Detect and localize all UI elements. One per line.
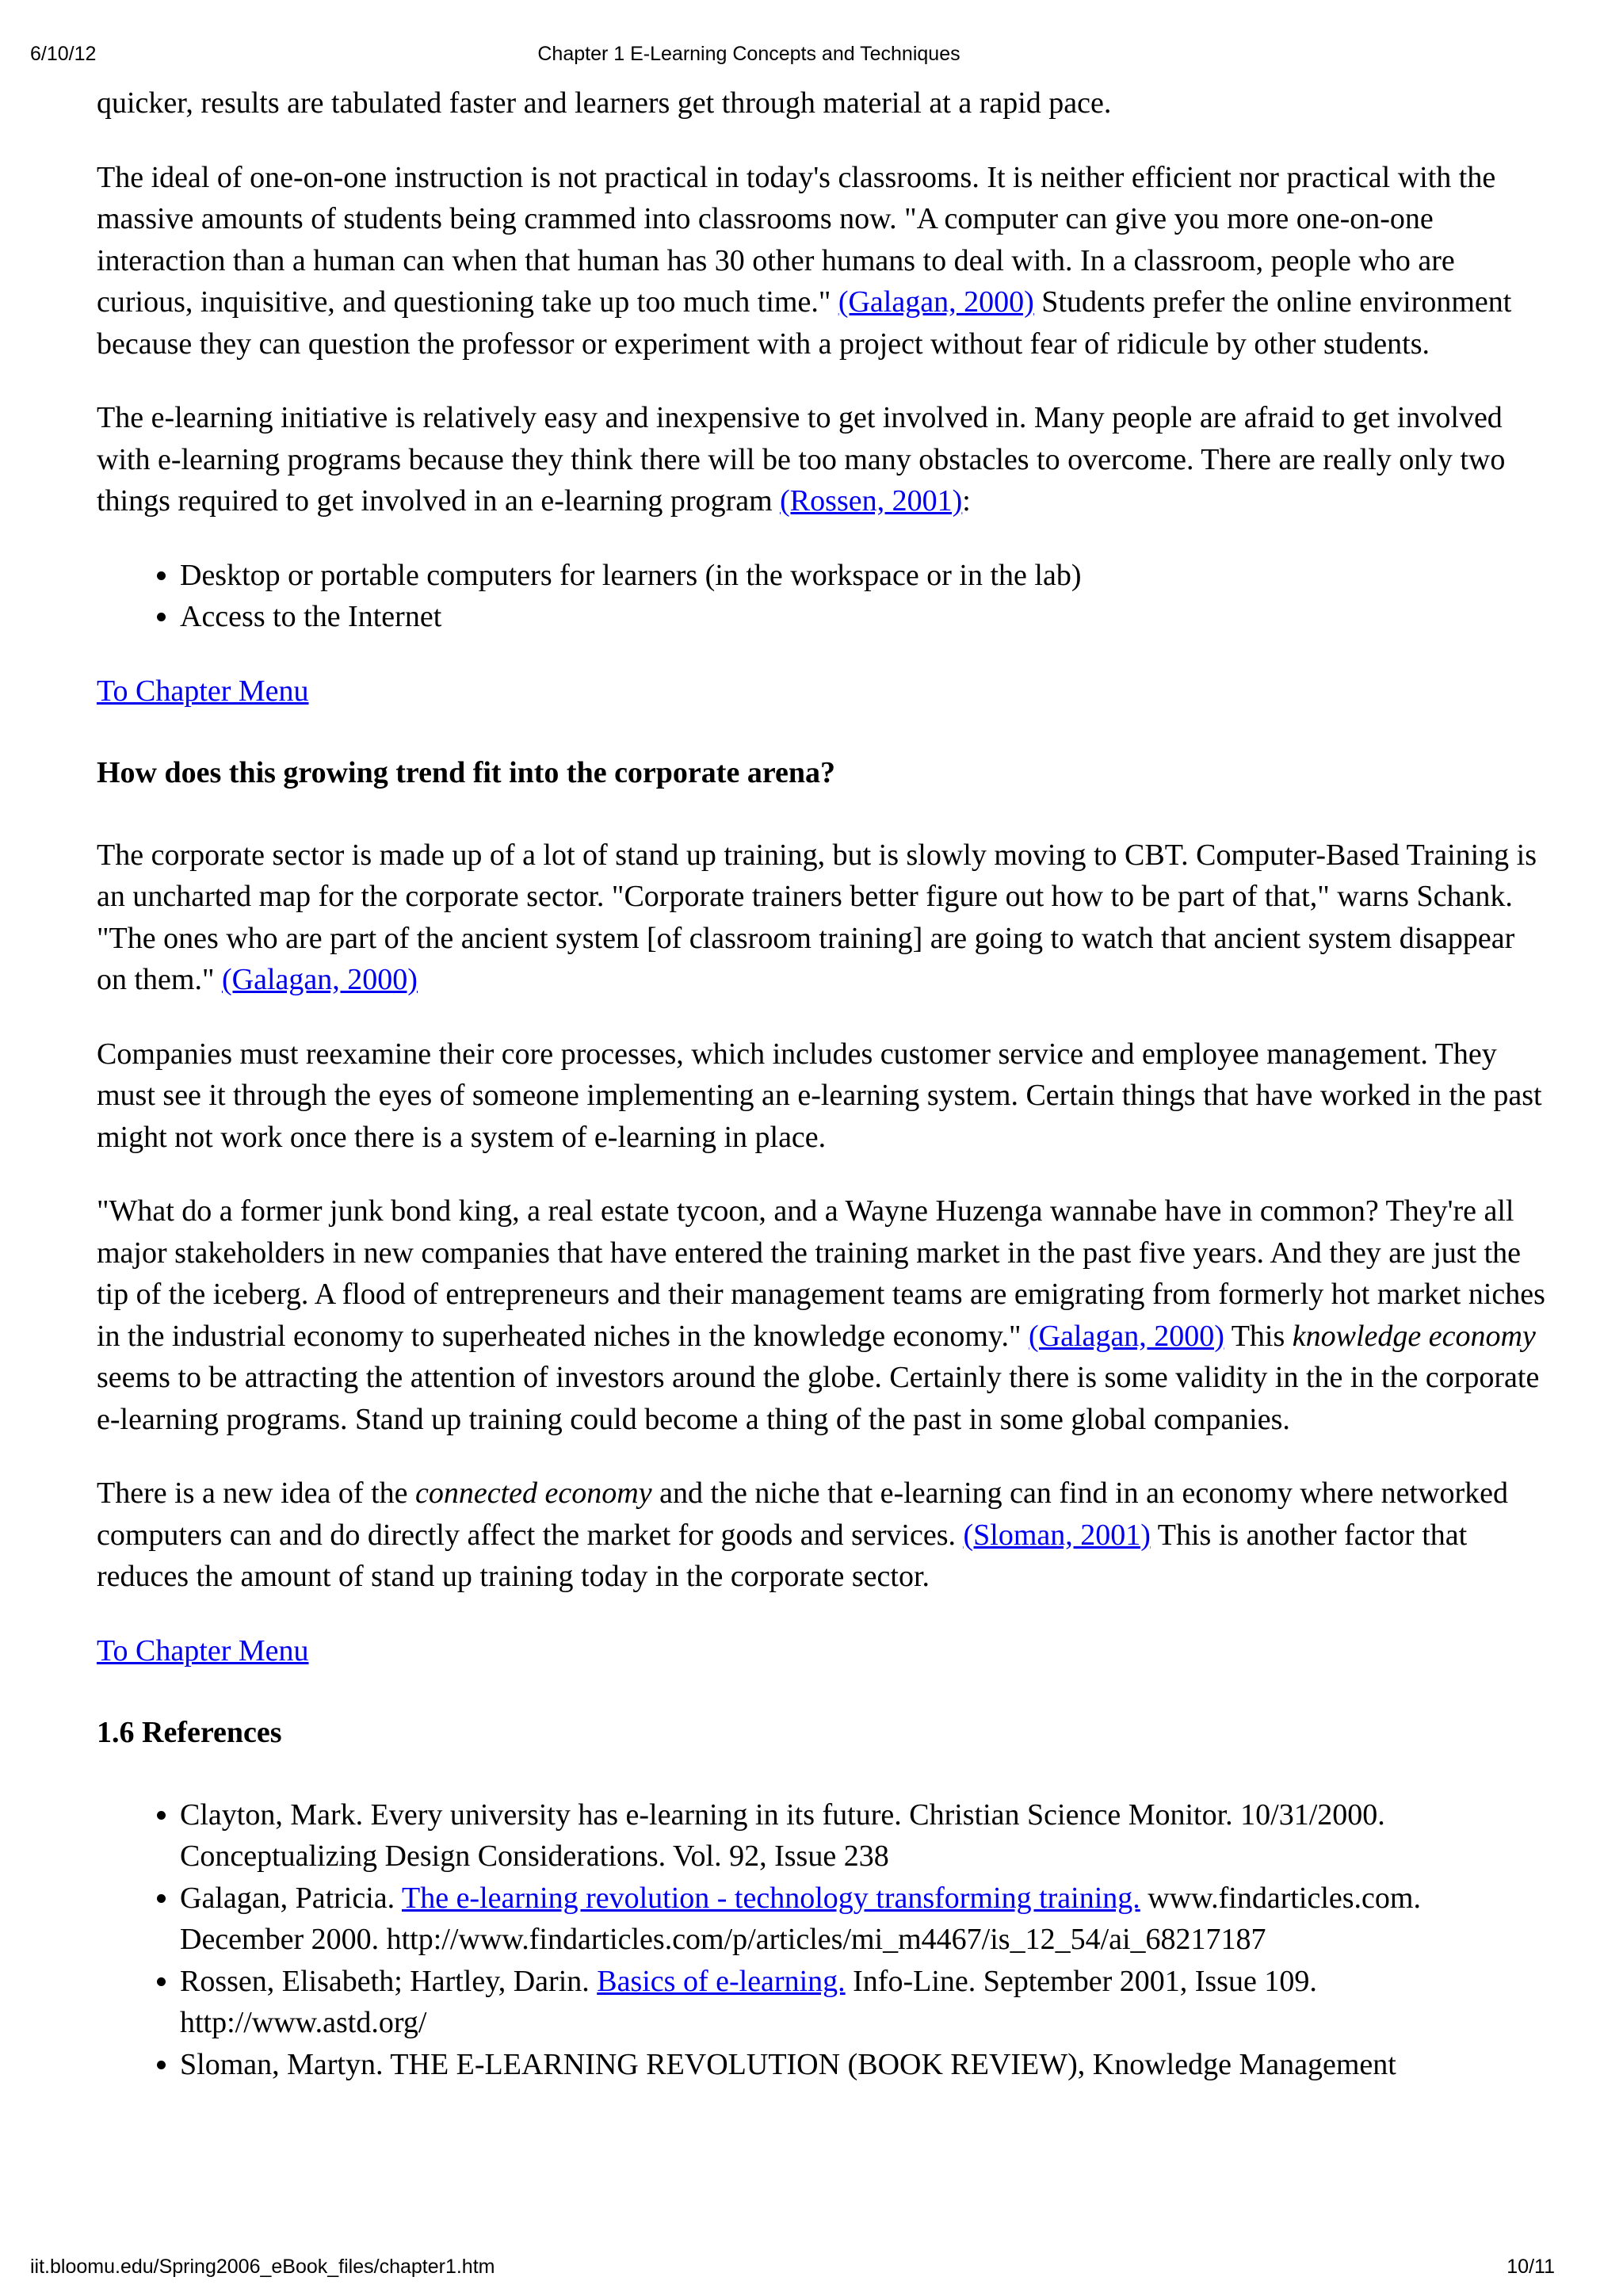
citation-link-sloman[interactable]: (Sloman, 2001) bbox=[963, 1518, 1151, 1552]
paragraph: The corporate sector is made up of a lot of stand up training, but is slowly moving to CBT. Computer-Based Training is an uncharted map for the corporate sector. "Corporate trainers better figure out how to be part of that," warns Schank. "The ones who are part of the ancient system [of classroom training] are going to watch that ancient system disappear on them." (Galagan, 2000) bbox=[97, 838, 1537, 996]
reference-link-basics-elearning[interactable]: Basics of e-learning. bbox=[597, 1964, 846, 1998]
paragraph: "What do a former junk bond king, a real estate tycoon, and a Wayne Huzenga wannabe have in common? They're all major stakeholders in new companies that have entered the training market in the past five years. And they are just the tip of the iceberg. A flood of entrepreneurs and their management teams are emigrating from formerly hot market niches in the industrial economy to superheated niches in the knowledge economy." (Galagan, 2000) This knowledge economy seems to be attracting the attention of investors around the globe. Certainly there is some validity in the in the corporate e-learning programs. Stand up training could become a thing of the past in some global companies. bbox=[97, 1194, 1545, 1436]
section-heading: 1.6 References bbox=[97, 1716, 282, 1749]
to-chapter-menu-link[interactable]: To Chapter Menu bbox=[97, 1633, 309, 1668]
section-heading: How does this growing trend fit into the corporate arena? bbox=[97, 756, 836, 789]
emphasis: connected economy bbox=[415, 1477, 652, 1510]
reference-item: • Clayton, Mark. Every university has e-learning in its future. Christian Science Monitor. 10/31/2000. Conceptualizing Design Considerations. Vol. 92, Issue 238 bbox=[180, 1794, 1547, 1878]
reference-item: • Galagan, Patricia. The e-learning revolution - technology transforming training. www.findarticles.com. December 2000. http://www.findarticles.com/p/articles/mi_m4467/is_12_54/ai_68217187 bbox=[180, 1878, 1547, 1961]
reference-item: • Sloman, Martyn. THE E-LEARNING REVOLUTION (BOOK REVIEW), Knowledge Management bbox=[180, 2044, 1547, 2086]
paragraph: quicker, results are tabulated faster and learners get through material at a rapid pace. bbox=[97, 86, 1112, 120]
paragraph: There is a new idea of the connected economy and the niche that e-learning can find in an economy where networked computers can and do directly affect the market for goods and services. (Sloman, 2001) This is another factor that reduces the amount of stand up training today in the corporate sector. bbox=[97, 1477, 1509, 1593]
citation-link-galagan[interactable]: (Galagan, 2000) bbox=[838, 285, 1034, 319]
document-body bbox=[97, 82, 1547, 2118]
paragraph: The e-learning initiative is relatively easy and inexpensive to get involved in. Many people are afraid to get involved with e-learning programs because they think there will be too many obstacles to overcome. There are really only two things required to get involved in an e-learning program (Rossen, 2001): bbox=[97, 401, 1506, 518]
references-list bbox=[97, 1794, 1547, 2086]
page-url: iit.bloomu.edu/Spring2006_eBook_files/chapter1.htm bbox=[30, 2256, 495, 2278]
print-footer bbox=[0, 2256, 1623, 2283]
print-page-title: Chapter 1 E-Learning Concepts and Techniques bbox=[537, 43, 960, 65]
reference-item: • Rossen, Elisabeth; Hartley, Darin. Basics of e-learning. Info-Line. September 2001, Issue 109. http://www.astd.org/ bbox=[180, 1961, 1547, 2044]
chapter-menu-link-container bbox=[97, 670, 1547, 712]
citation-link-rossen[interactable]: (Rossen, 2001) bbox=[780, 484, 963, 518]
list-item: • Desktop or portable computers for learners (in the workspace or in the lab) bbox=[180, 555, 1547, 597]
paragraph: The ideal of one-on-one instruction is not practical in today's classrooms. It is neither efficient nor practical with the massive amounts of students being crammed into classrooms now. "A computer can give you more one-on-one interaction than a human can when that human has 30 other humans to deal with. In a classroom, people who are curious, inquisitive, and questioning take up too much time." (Galagan, 2000) Students prefer the online environment because they can question the professor or experiment with a project without fear of ridicule by other students. bbox=[97, 160, 1512, 361]
page-number: 10/11 bbox=[1507, 2256, 1555, 2278]
citation-link-galagan[interactable]: (Galagan, 2000) bbox=[222, 963, 418, 996]
requirements-list bbox=[97, 555, 1547, 638]
chapter-menu-link-container bbox=[97, 1630, 1547, 1672]
reference-link-elearning-revolution[interactable]: The e-learning revolution - technology transforming training. bbox=[401, 1881, 1140, 1915]
to-chapter-menu-link[interactable]: To Chapter Menu bbox=[97, 674, 309, 708]
list-item: • Access to the Internet bbox=[180, 596, 1547, 638]
emphasis: knowledge economy bbox=[1292, 1319, 1536, 1353]
print-header bbox=[0, 43, 1623, 70]
paragraph: Companies must reexamine their core processes, which includes customer service and employee management. They must see it through the eyes of someone implementing an e-learning system. Certain things that have worked in the past might not work once there is a system of e-learning in place. bbox=[97, 1037, 1542, 1154]
print-date: 6/10/12 bbox=[30, 43, 97, 65]
citation-link-galagan[interactable]: (Galagan, 2000) bbox=[1028, 1319, 1224, 1353]
